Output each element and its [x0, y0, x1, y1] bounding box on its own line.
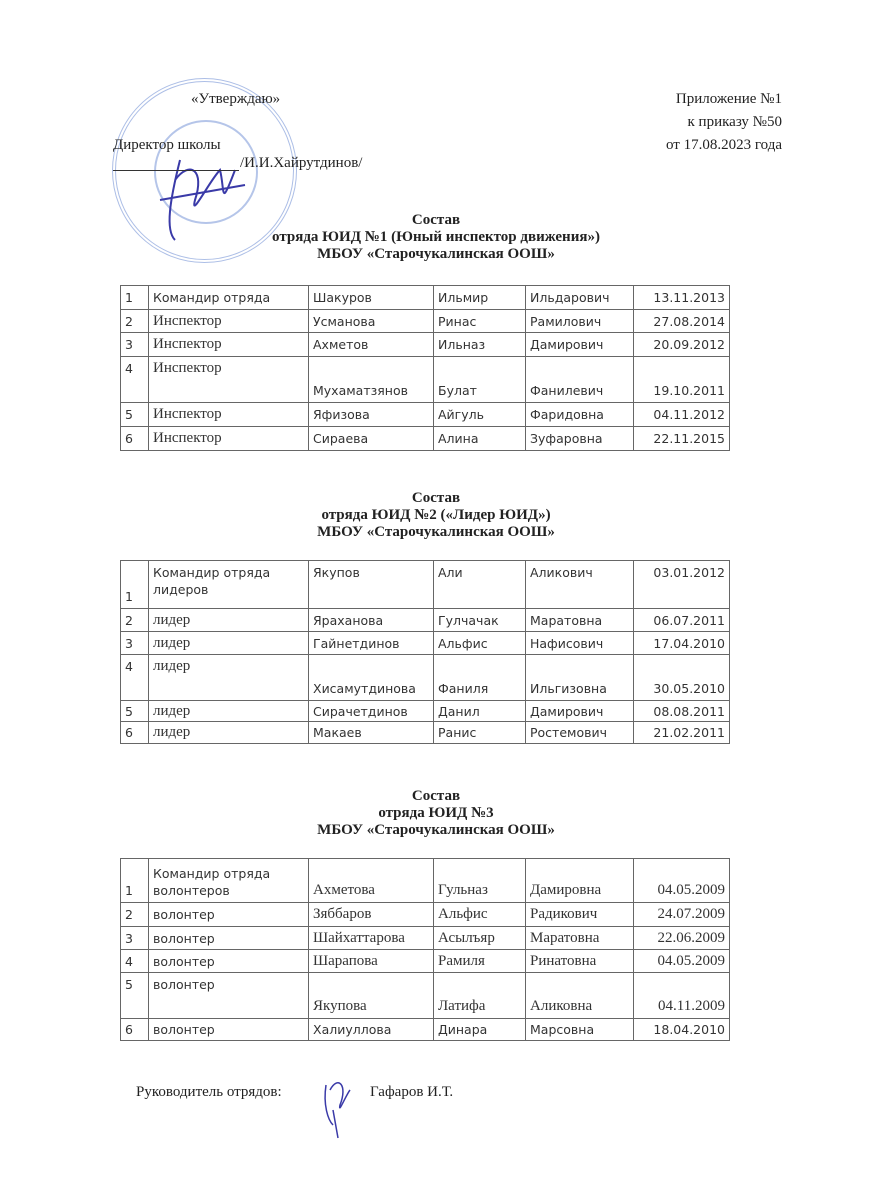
surname-cell: Гайнетдинов: [309, 632, 434, 655]
table-row: [121, 310, 730, 333]
section-1-title3: МБОУ «Старочукалинская ООШ»: [317, 246, 555, 262]
row-number-cell: 2: [121, 609, 149, 632]
section-2-title1: Состав: [411, 490, 461, 506]
surname-cell: Шакуров: [309, 286, 434, 310]
birth-date-cell: 04.05.2009: [634, 950, 730, 973]
footer-label: Руководитель отрядов:: [136, 1084, 282, 1100]
first-name-cell: Айгуль: [434, 403, 526, 427]
patronymic-cell: Радикович: [526, 903, 634, 927]
surname-cell: Шайхаттарова: [309, 927, 434, 950]
section-2-title3: МБОУ «Старочукалинская ООШ»: [317, 524, 555, 540]
first-name-cell: Динара: [434, 1019, 526, 1041]
surname-cell: Хисамутдинова: [309, 655, 434, 701]
role-cell: Командир отряда: [149, 286, 309, 310]
table-row: [121, 357, 730, 403]
row-number-cell: 5: [121, 701, 149, 722]
surname-cell: Яраханова: [309, 609, 434, 632]
table-row: [121, 561, 730, 609]
row-number-cell: 5: [121, 403, 149, 427]
birth-date-cell: 22.06.2009: [634, 927, 730, 950]
birth-date-cell: 20.09.2012: [634, 333, 730, 357]
squad-table-1: [120, 285, 730, 451]
first-name-cell: Ранис: [434, 722, 526, 744]
first-name-cell: Данил: [434, 701, 526, 722]
table-row: [121, 609, 730, 632]
role-cell: Инспектор: [149, 357, 309, 403]
surname-cell: Макаев: [309, 722, 434, 744]
order-label: к приказу №50: [687, 114, 782, 130]
birth-date-cell: 06.07.2011: [634, 609, 730, 632]
first-name-cell: Ильмир: [434, 286, 526, 310]
first-name-cell: Ринас: [434, 310, 526, 333]
first-name-cell: Алина: [434, 427, 526, 451]
table-row: [121, 701, 730, 722]
birth-date-cell: 03.01.2012: [634, 561, 730, 609]
row-number-cell: 4: [121, 357, 149, 403]
row-number-cell: 6: [121, 427, 149, 451]
footer-name: Гафаров И.Т.: [370, 1084, 454, 1100]
appendix-label: Приложение №1: [675, 91, 782, 107]
director-name: /И.И.Хайрутдинов/: [240, 155, 363, 171]
birth-date-cell: 08.08.2011: [634, 701, 730, 722]
table-row: [121, 950, 730, 973]
role-cell: Инспектор: [149, 403, 309, 427]
table-row: [121, 286, 730, 310]
role-cell: лидер: [149, 632, 309, 655]
birth-date-cell: 30.05.2010: [634, 655, 730, 701]
role-cell: Инспектор: [149, 310, 309, 333]
section-1-title1: Состав: [411, 212, 461, 228]
surname-cell: Сирачетдинов: [309, 701, 434, 722]
first-name-cell: Альфис: [434, 903, 526, 927]
order-date: от 17.08.2023 года: [666, 137, 782, 153]
director-label: Директор школы: [113, 137, 221, 153]
patronymic-cell: Аликович: [526, 561, 634, 609]
role-cell: волонтер: [149, 950, 309, 973]
table-row: [121, 903, 730, 927]
birth-date-cell: 04.11.2012: [634, 403, 730, 427]
row-number-cell: 3: [121, 632, 149, 655]
signature-line: [113, 170, 239, 171]
row-number-cell: 3: [121, 333, 149, 357]
row-number-cell: 6: [121, 722, 149, 744]
birth-date-cell: 24.07.2009: [634, 903, 730, 927]
row-number-cell: 4: [121, 950, 149, 973]
table-row: [121, 1019, 730, 1041]
role-cell: Инспектор: [149, 427, 309, 451]
surname-cell: Якупов: [309, 561, 434, 609]
surname-cell: Якупова: [309, 973, 434, 1019]
squad-table-2: [120, 560, 730, 744]
table-row: [121, 655, 730, 701]
patronymic-cell: Аликовна: [526, 973, 634, 1019]
row-number-cell: 1: [121, 561, 149, 609]
surname-cell: Усманова: [309, 310, 434, 333]
birth-date-cell: 18.04.2010: [634, 1019, 730, 1041]
surname-cell: Ахметова: [309, 859, 434, 903]
first-name-cell: Латифа: [434, 973, 526, 1019]
row-number-cell: 1: [121, 286, 149, 310]
first-name-cell: Али: [434, 561, 526, 609]
first-name-cell: Асылъяр: [434, 927, 526, 950]
role-cell: лидер: [149, 701, 309, 722]
row-number-cell: 6: [121, 1019, 149, 1041]
first-name-cell: Ильназ: [434, 333, 526, 357]
patronymic-cell: Маратовна: [526, 609, 634, 632]
patronymic-cell: Дамировна: [526, 859, 634, 903]
table-row: [121, 403, 730, 427]
role-cell: Командир отряда волонтеров: [149, 859, 309, 903]
role-cell: лидер: [149, 722, 309, 744]
patronymic-cell: Ильдарович: [526, 286, 634, 310]
patronymic-cell: Зуфаровна: [526, 427, 634, 451]
patronymic-cell: Маратовна: [526, 927, 634, 950]
surname-cell: Яфизова: [309, 403, 434, 427]
patronymic-cell: Ростемович: [526, 722, 634, 744]
patronymic-cell: Рамилович: [526, 310, 634, 333]
first-name-cell: Гульназ: [434, 859, 526, 903]
patronymic-cell: Ринатовна: [526, 950, 634, 973]
role-cell: Командир отряда лидеров: [149, 561, 309, 609]
squad-table-3: [120, 858, 730, 1041]
role-cell: лидер: [149, 655, 309, 701]
birth-date-cell: 17.04.2010: [634, 632, 730, 655]
role-cell: лидер: [149, 609, 309, 632]
role-cell: волонтер: [149, 1019, 309, 1041]
role-cell: волонтер: [149, 903, 309, 927]
patronymic-cell: Фаридовна: [526, 403, 634, 427]
surname-cell: Зяббаров: [309, 903, 434, 927]
row-number-cell: 4: [121, 655, 149, 701]
first-name-cell: Гулчачак: [434, 609, 526, 632]
patronymic-cell: Ильгизовна: [526, 655, 634, 701]
table-row: [121, 927, 730, 950]
surname-cell: Халиуллова: [309, 1019, 434, 1041]
birth-date-cell: 04.05.2009: [634, 859, 730, 903]
first-name-cell: Фаниля: [434, 655, 526, 701]
first-name-cell: Альфис: [434, 632, 526, 655]
row-number-cell: 5: [121, 973, 149, 1019]
patronymic-cell: Дамирович: [526, 701, 634, 722]
table-row: [121, 632, 730, 655]
surname-cell: Ахметов: [309, 333, 434, 357]
role-cell: волонтер: [149, 973, 309, 1019]
patronymic-cell: Дамирович: [526, 333, 634, 357]
surname-cell: Шарапова: [309, 950, 434, 973]
row-number-cell: 3: [121, 927, 149, 950]
patronymic-cell: Фанилевич: [526, 357, 634, 403]
row-number-cell: 2: [121, 310, 149, 333]
section-3-title2: отряда ЮИД №3: [378, 805, 494, 821]
row-number-cell: 2: [121, 903, 149, 927]
approve-label: «Утверждаю»: [191, 91, 281, 107]
section-1-title2: отряда ЮИД №1 (Юный инспектор движения»): [272, 229, 600, 245]
surname-cell: Мухаматзянов: [309, 357, 434, 403]
patronymic-cell: Нафисович: [526, 632, 634, 655]
section-3-title1: Состав: [411, 788, 461, 804]
table-row: [121, 333, 730, 357]
section-3-title3: МБОУ «Старочукалинская ООШ»: [317, 822, 555, 838]
section-2-title2: отряда ЮИД №2 («Лидер ЮИД»): [321, 507, 551, 523]
birth-date-cell: 27.08.2014: [634, 310, 730, 333]
birth-date-cell: 22.11.2015: [634, 427, 730, 451]
table-row: [121, 859, 730, 903]
patronymic-cell: Марсовна: [526, 1019, 634, 1041]
birth-date-cell: 21.02.2011: [634, 722, 730, 744]
first-name-cell: Булат: [434, 357, 526, 403]
role-cell: волонтер: [149, 927, 309, 950]
birth-date-cell: 19.10.2011: [634, 357, 730, 403]
first-name-cell: Рамиля: [434, 950, 526, 973]
table-row: [121, 427, 730, 451]
birth-date-cell: 04.11.2009: [634, 973, 730, 1019]
row-number-cell: 1: [121, 859, 149, 903]
birth-date-cell: 13.11.2013: [634, 286, 730, 310]
leader-signature: [318, 1070, 358, 1140]
role-cell: Инспектор: [149, 333, 309, 357]
table-row: [121, 722, 730, 744]
table-row: [121, 973, 730, 1019]
surname-cell: Сираева: [309, 427, 434, 451]
